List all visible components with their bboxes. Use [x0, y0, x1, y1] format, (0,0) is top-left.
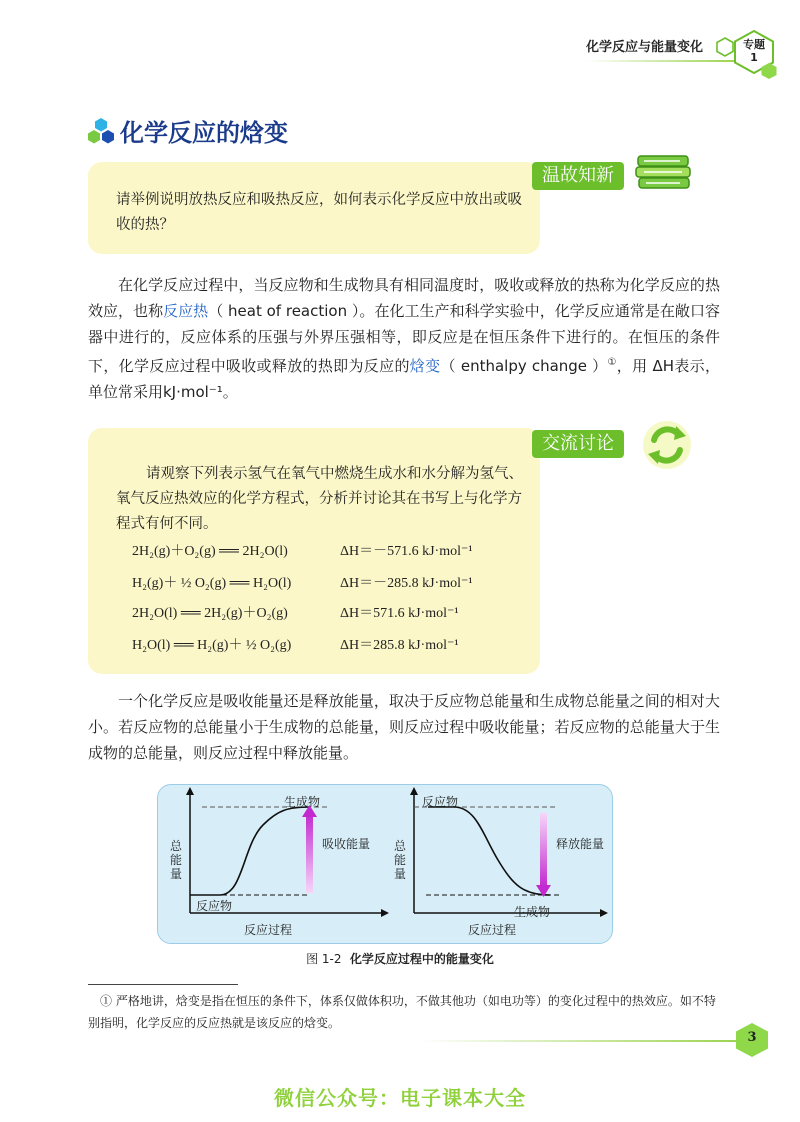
- chapter-label: [734, 38, 774, 64]
- running-header: 化学反应与能量变化: [586, 40, 704, 55]
- footnote: ① 严格地讲，焓变是指在恒压的条件下，体系仅做体积功，不做其他功（如电功等）的变化过程中的热效应。如不特别指明，化学反应的反应热就是该反应的焓变。: [88, 994, 716, 1030]
- discussion-box-text: 请观察下列表示氢气在氧气中燃烧生成水和水分解为氢气、氧气反应热效应的化学方程式，分析并讨论其在书写上与化学方程式有何不同。: [116, 466, 523, 532]
- watermark: 微信公众号：电子课本大全: [274, 1086, 526, 1110]
- chapter-label-text: 专题: [743, 38, 765, 51]
- hexagon-outline-icon: [716, 37, 734, 57]
- footer-rule: [420, 1040, 738, 1042]
- equation-1-dh: ΔH＝－571.6 kJ·mol⁻¹: [340, 544, 473, 559]
- figure-panel: [157, 784, 613, 944]
- left-top-label: 生成物: [284, 795, 321, 809]
- books-icon: [634, 150, 696, 194]
- equation-3-dh: ΔH＝571.6 kJ·mol⁻¹: [340, 606, 459, 621]
- right-arrow-label: 释放能量: [556, 837, 605, 851]
- paragraph-energy-comparison: 一个化学反应是吸收能量还是释放能量，取决于反应物总能量和生成物总能量之间的相对大小。若反应物的总能量小于生成物的总能量，则反应过程中吸收能量；若反应物的总能量大于生成物的总能量，则反应过程中释放能量。: [88, 692, 720, 762]
- header-rule: [586, 60, 736, 62]
- left-energy-curve: [190, 807, 310, 895]
- paragraph-reaction-heat: [88, 272, 720, 405]
- review-box-text: 请举例说明放热反应和吸热反应，如何表示化学反应中放出或吸收的热？: [116, 192, 522, 233]
- right-bottom-label: 生成物: [514, 905, 551, 919]
- equation-2-dh: ΔH＝－285.8 kJ·mol⁻¹: [340, 576, 473, 591]
- left-y-label: 总能量: [170, 839, 183, 881]
- equation-4-dh: ΔH＝285.8 kJ·mol⁻¹: [340, 638, 459, 653]
- footnote-mark[interactable]: ①: [607, 357, 617, 368]
- figure-number: 图 1-2: [306, 952, 342, 966]
- term-reaction-heat: 反应热: [163, 302, 209, 320]
- discussion-box: [88, 428, 540, 674]
- discussion-tag: 交流讨论: [532, 430, 624, 458]
- review-tag: 温故知新: [532, 162, 624, 190]
- paragraph-text: （ heat of reaction ）。在化工生产和科学实验中，化学反应通常是在敞口容器中进行的，反应体系的压强与外界压强相等，即反应是在恒压条件下进行的。在恒压的条件下，化学反应过程中吸收或释放的热即为反应的: [88, 302, 720, 375]
- left-arrow-label: 吸收能量: [322, 837, 371, 851]
- equation-2: H₂(g)＋ ½ O₂(g) ══ H₂O(l): [132, 576, 292, 591]
- absorb-arrow: [306, 813, 313, 893]
- cubes-icon: [86, 116, 116, 146]
- term-enthalpy-change: 焓变: [409, 357, 441, 375]
- equation-4: H₂O(l) ══ H₂(g)＋ ½ O₂(g): [132, 638, 292, 653]
- equation-3: 2H₂O(l) ══ 2H₂(g)＋O₂(g): [132, 606, 288, 621]
- figure-title: 化学反应过程中的能量变化: [349, 952, 494, 966]
- footnote-divider: [88, 984, 238, 985]
- right-top-label: 反应物: [422, 795, 459, 809]
- paragraph-text: （ enthalpy change ）: [440, 357, 608, 375]
- equation-1: 2H₂(g)＋O₂(g) ══ 2H₂O(l): [132, 544, 288, 559]
- right-energy-curve: [428, 807, 550, 895]
- figure-caption: [0, 950, 800, 967]
- recycle-arrows-icon: [640, 418, 694, 472]
- paragraph-text: 在化学反应过程中，当反应物和生成物具有相同温度时，吸收或释放的热称为化学反应的热效应，也称: [88, 276, 720, 320]
- paragraph-text: ，用 ΔH表示，单位常采用kJ·mol⁻¹。: [88, 357, 720, 401]
- left-bottom-label: 反应物: [196, 899, 233, 913]
- hexagon-filled-icon: [760, 62, 778, 80]
- right-x-label: 反应过程: [468, 923, 517, 937]
- left-x-label: 反应过程: [244, 923, 293, 937]
- review-box: [88, 162, 540, 254]
- right-y-label: 总能量: [394, 839, 407, 881]
- section-title: 化学反应的焓变: [120, 119, 288, 147]
- chapter-number: 1: [750, 51, 758, 64]
- release-arrow: [540, 813, 547, 887]
- page-number: 3: [747, 1030, 757, 1045]
